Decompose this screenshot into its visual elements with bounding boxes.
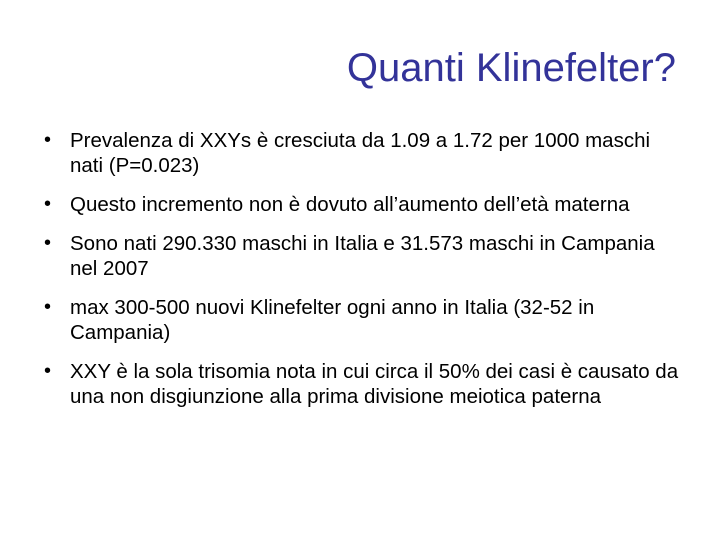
bullet-text: max 300-500 nuovi Klinefelter ogni anno in Italia (32-52 in Campania): [70, 296, 595, 344]
bullet-text: XXY è la sola trisomia nota in cui circa il 50% dei casi è causato da una non disgiunzione alla prima divisione meiotica paterna: [70, 360, 679, 408]
bullet-dot-icon: •: [44, 232, 52, 254]
bullet-text: Questo incremento non è dovuto all’aumento dell’età materna: [70, 193, 630, 216]
bullet-item-maternal-age: [40, 192, 680, 217]
bullet-text: Prevalenza di XXYs è cresciuta da 1.09 a 1.72 per 1000 maschi nati (P=0.023): [70, 129, 651, 177]
bullet-list: [40, 128, 680, 423]
bullet-item-births: [40, 231, 680, 281]
slide-title: Quanti Klinefelter?: [346, 46, 676, 90]
bullet-dot-icon: •: [44, 193, 52, 215]
bullet-dot-icon: •: [44, 360, 52, 382]
bullet-dot-icon: •: [44, 129, 52, 151]
bullet-item-prevalence: [40, 128, 680, 178]
bullet-dot-icon: •: [44, 296, 52, 318]
bullet-text: Sono nati 290.330 maschi in Italia e 31.573 maschi in Campania nel 2007: [70, 232, 655, 280]
bullet-item-new-cases: [40, 295, 680, 345]
bullet-item-trisomy: [40, 359, 680, 409]
